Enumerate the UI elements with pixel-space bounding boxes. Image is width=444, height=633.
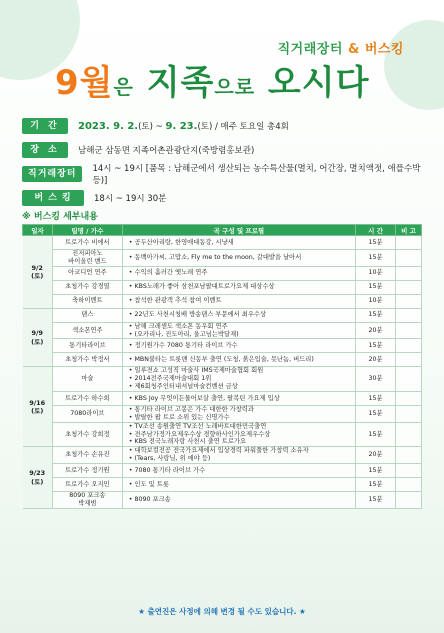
info-row-period (22, 116, 422, 136)
time-cell: 20분 (356, 447, 396, 464)
composition-line: • 발랄한 팝 트로 소위 있는 신명가수 (129, 414, 355, 422)
composition-cell (122, 236, 355, 250)
composition-cell (122, 250, 355, 267)
table-row (23, 308, 422, 322)
note-cell (396, 353, 422, 367)
composition-line: • 공두산아리랑, 한영애대동강, 시냥새 (129, 239, 355, 247)
composition-line: • 22년도 사천시청배 방송댄스 부문에서 최우수상 (129, 311, 355, 319)
info-label: 직거래장터 (22, 166, 82, 182)
table-row (23, 367, 422, 392)
note-cell (396, 236, 422, 250)
composition-cell (122, 266, 355, 280)
composition-cell (122, 339, 355, 353)
table-row (23, 422, 422, 447)
table-body (23, 236, 422, 509)
subtitle-busking: 버스킹 (364, 42, 404, 57)
date-end: 9. 23. (165, 121, 198, 132)
table-row (23, 353, 422, 367)
date-start: 2023. 9. 2. (78, 121, 139, 132)
composition-line: • 동백아가씨, 고맙소, Fly me to the moon, 갈대밭을 날아서 (129, 254, 355, 262)
composition-line: • KBS Joy 무엇이든물어보살 출연, 팔복틴 가요제 입상 (129, 395, 355, 403)
info-row-busking (22, 188, 422, 208)
title-place: 지족 (146, 63, 215, 103)
composition-line: • 정기원가수 7080 통기타 라이브 가수 (129, 342, 355, 350)
note-cell (396, 406, 422, 423)
table-row (23, 339, 422, 353)
composition-cell (122, 464, 355, 478)
time-cell: 15분 (356, 464, 396, 478)
time-cell: 15분 (356, 308, 396, 322)
composition-cell (122, 478, 355, 492)
time-cell: 15분 (356, 406, 396, 423)
team-cell: 댄스 (52, 308, 122, 322)
info-label: 장 소 (22, 142, 68, 158)
info-value (78, 120, 289, 132)
team-cell: 7080라이브 (52, 406, 122, 423)
footer-note: ★ 출연진은 사정에 의해 변경 될 수도 있습니다. ★ (138, 607, 306, 616)
col-header: 시 간 (356, 225, 396, 236)
composition-line: • 남해 크레센도 색소폰 동우회 연주 (129, 323, 355, 331)
composition-line: • 2014전주국제마술대회 1위 (129, 375, 355, 383)
team-cell: 트로가수 하수희 (52, 392, 122, 406)
info-row-place (22, 140, 422, 160)
info-value: 18시 ~ 19시 30분 (94, 194, 167, 204)
composition-cell (122, 294, 355, 308)
team-cell: 트로가수 비에서 (52, 236, 122, 250)
table-row (23, 236, 422, 250)
col-header: 일자 (23, 225, 53, 236)
header (0, 0, 444, 110)
table-row (23, 266, 422, 280)
time-cell: 15분 (356, 392, 396, 406)
note-cell (396, 478, 422, 492)
day-end: (토) (197, 122, 213, 132)
table-row (23, 492, 422, 509)
info-value: 14시 ~ 19시 [품목 : 남해군에서 생산되는 농수특산물(멸치, 어간장, 멸치액젓, 애플수박 등)] (92, 164, 421, 186)
period-rest: / 매주 토요일 총4회 (212, 122, 289, 132)
composition-line: • TV조선 송원출연 TV조선 노래바트대한민국출연 (129, 423, 355, 431)
team-cell: 초청가수 손유진 (52, 447, 122, 464)
time-cell: 15분 (356, 339, 396, 353)
time-cell: 20분 (356, 322, 396, 339)
title-month: 9월 (55, 63, 114, 103)
table-row (23, 447, 422, 464)
team-cell: 트로가수 오지민 (52, 478, 122, 492)
day-cell: 9/2 (토) (23, 236, 53, 309)
composition-line: • 전주남가정가요제우수상 경향하사인가요제우수상 (129, 431, 355, 439)
composition-line: • 제6회청주인터내셔널마술컨벤션 금상 (129, 383, 355, 391)
subtitle-market: 직거래장터 (277, 42, 343, 57)
composition-line: • KBS노래가 좋아 삼천포남팔대트로가요제 대상수상 (129, 283, 355, 291)
info-row-market (22, 164, 422, 184)
composition-line: • 통기타 라이브 고봉은 가수 대한한 가창력과 (129, 406, 355, 414)
note-cell (396, 422, 422, 447)
section-title: ※ 버스킹 세부내용 (22, 212, 98, 222)
col-header: 팀명 / 가수 (52, 225, 122, 236)
composition-line: • 8090 포크송 (129, 496, 355, 504)
team-cell: 축하이벤트 (52, 294, 122, 308)
note-cell (396, 294, 422, 308)
time-cell: 15분 (356, 280, 396, 294)
composition-cell (122, 422, 355, 447)
subtitle-amp: & (347, 42, 360, 57)
note-cell (396, 447, 422, 464)
time-cell: 30분 (356, 367, 396, 392)
table-row (23, 250, 422, 267)
note-cell (396, 266, 422, 280)
title-particle: 으로 (214, 75, 256, 99)
info-box (22, 116, 422, 212)
note-cell (396, 339, 422, 353)
time-cell: 15분 (356, 478, 396, 492)
time-cell: 15분 (356, 492, 396, 509)
team-cell: 진저피아노 바이올린 밴드 (52, 250, 122, 267)
team-cell: 색소폰연주 (52, 322, 122, 339)
note-cell (396, 464, 422, 478)
composition-line: • 수익의 흘러간 옛노래 연주 (129, 269, 355, 277)
title-particle: 은 (113, 75, 134, 99)
time-cell: 10분 (356, 294, 396, 308)
team-cell: 트로가수 정기원 (52, 464, 122, 478)
time-cell: 15분 (356, 236, 396, 250)
info-label: 버 스 킹 (22, 190, 84, 206)
composition-cell (122, 353, 355, 367)
composition-line: • 인도 및 트롯 (129, 481, 355, 489)
team-cell: 마술 (52, 367, 122, 392)
composition-line: • 일루젼쇼 고성직 마술사 IMS국제마술협회 회원 (129, 367, 355, 375)
time-cell: 10분 (356, 266, 396, 280)
table-row (23, 322, 422, 339)
note-cell (396, 308, 422, 322)
composition-cell (122, 447, 355, 464)
day-cell: 9/23 (토) (23, 447, 53, 508)
main-title (55, 55, 369, 104)
composition-line: • 대학보컬전공 전국가요제에서 입상경력 파워풀한 가창력 소유자 (129, 447, 355, 455)
composition-cell (122, 322, 355, 339)
day-start: (토) (138, 122, 153, 132)
time-cell: 15분 (356, 250, 396, 267)
composition-line: • 7080 통기타 라이브 가수 (129, 467, 355, 475)
composition-line: • 참석한 관광객 추석 참여 이벤트 (129, 297, 355, 305)
info-label: 기 간 (22, 118, 68, 134)
team-cell: 초청가수 강희정 (52, 422, 122, 447)
composition-cell (122, 280, 355, 294)
composition-cell (122, 308, 355, 322)
table-row (23, 294, 422, 308)
info-value: 남해군 삼동면 지족어촌관광단지(죽방렴홍보관) (78, 146, 255, 156)
time-cell: 15분 (356, 422, 396, 447)
composition-cell (122, 367, 355, 392)
busking-table (22, 224, 422, 509)
composition-line: • KBS 전국노래자랑 사천시 출연 트로가요 (129, 438, 355, 446)
day-cell: 9/16 (토) (23, 367, 53, 447)
note-cell (396, 322, 422, 339)
composition-cell (122, 392, 355, 406)
note-cell (396, 280, 422, 294)
time-cell: 20분 (356, 353, 396, 367)
note-cell (396, 392, 422, 406)
table-row (23, 280, 422, 294)
composition-line: • (Tears, 사랑님, 위 애야 등) (129, 455, 355, 463)
note-cell (396, 250, 422, 267)
date-sep: ~ (152, 122, 166, 132)
team-cell: 통기타라이브 (52, 339, 122, 353)
composition-line: • MBN불타는 트롯맨 신동부 출연 (도청, 붉은입술, 못난놈, 버드리) (129, 356, 355, 364)
title-come: 오시다 (267, 63, 370, 103)
day-cell: 9/9 (토) (23, 308, 53, 367)
table-row (23, 478, 422, 492)
table-row (23, 464, 422, 478)
composition-cell (122, 492, 355, 509)
table-header-row (23, 225, 422, 236)
note-cell (396, 367, 422, 392)
composition-cell (122, 406, 355, 423)
team-cell: 아코디언 연주 (52, 266, 122, 280)
note-cell (396, 492, 422, 509)
team-cell: 초청가수 강경열 (52, 280, 122, 294)
col-header: 비 고 (396, 225, 422, 236)
col-header: 곡 구성 및 프로필 (122, 225, 355, 236)
composition-line: • (오카리나, 진도아리, 울고넘는박달재) (129, 331, 355, 339)
team-cell: 8090 포크송 박재범 (52, 492, 122, 509)
table-row (23, 406, 422, 423)
table-row (23, 392, 422, 406)
team-cell: 초청가수 박정서 (52, 353, 122, 367)
